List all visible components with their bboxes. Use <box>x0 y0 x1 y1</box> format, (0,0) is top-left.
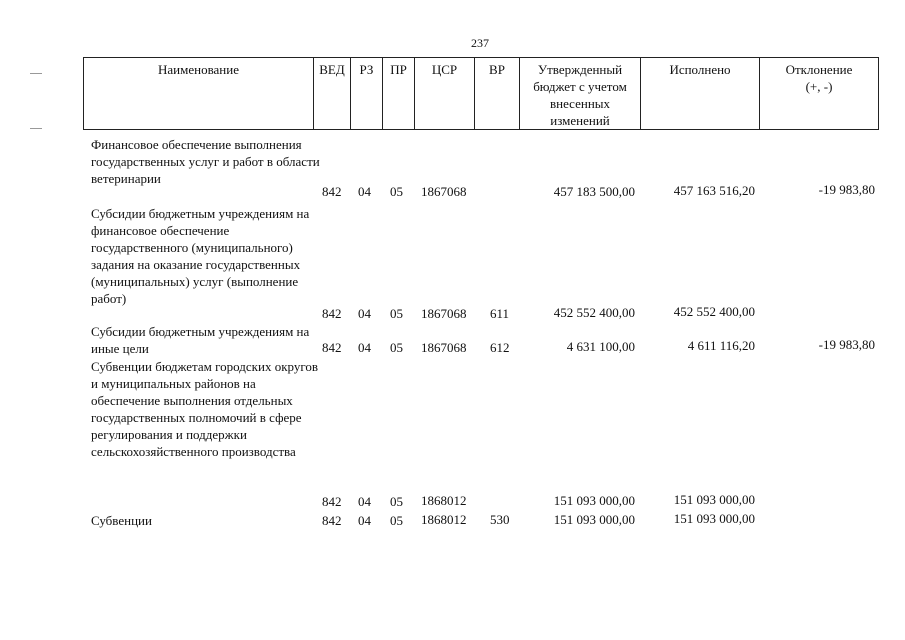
row-pr: 05 <box>390 513 403 528</box>
row-executed: 151 093 000,00 <box>673 511 755 526</box>
row-vr: 611 <box>490 306 510 321</box>
row-csr: 1868012 <box>421 512 467 527</box>
margin-mark <box>30 73 42 74</box>
header-csr: ЦСР <box>414 58 474 129</box>
row-pr: 05 <box>390 494 403 509</box>
table-row <box>0 512 905 532</box>
row-deviation: -19 983,80 <box>818 182 875 197</box>
row-name: Субвенции <box>91 513 152 528</box>
header-approved: Утвержденный бюджет с учетом внесенных изменений <box>519 58 640 129</box>
header-executed: Исполнено <box>640 58 759 129</box>
row-name: Субсидии бюджетным учреждениям на финансовое обеспечение государственного (муниципального) задания на оказание государственных (муниципальных) услуг (выполнение работ) <box>91 206 310 306</box>
row-ved: 842 <box>322 306 342 321</box>
row-deviation: -19 983,80 <box>818 337 875 352</box>
row-ved: 842 <box>322 494 342 509</box>
table-header <box>83 57 879 130</box>
row-approved: 151 093 000,00 <box>553 493 635 508</box>
row-executed: 4 611 116,20 <box>687 338 755 353</box>
row-csr: 1867068 <box>421 340 467 355</box>
header-name: Наименование <box>158 62 239 77</box>
row-approved: 151 093 000,00 <box>553 512 635 527</box>
header-vr: ВР <box>474 58 519 129</box>
row-executed: 457 163 516,20 <box>673 183 755 198</box>
row-rz: 04 <box>358 513 371 528</box>
row-csr: 1868012 <box>421 493 467 508</box>
row-executed: 452 552 400,00 <box>673 304 755 319</box>
row-approved: 4 631 100,00 <box>566 339 635 354</box>
header-pr: ПР <box>382 58 414 129</box>
table-row <box>0 205 905 324</box>
header-ved: ВЕД <box>313 58 350 129</box>
page-number: 237 <box>471 36 489 50</box>
row-csr: 1867068 <box>421 306 467 321</box>
row-pr: 05 <box>390 306 403 321</box>
row-approved: 452 552 400,00 <box>553 305 635 320</box>
table-row <box>0 323 905 357</box>
row-vr: 530 <box>490 512 510 527</box>
row-executed: 151 093 000,00 <box>673 492 755 507</box>
row-rz: 04 <box>358 184 371 199</box>
row-pr: 05 <box>390 184 403 199</box>
row-pr: 05 <box>390 340 403 355</box>
row-name: Финансовое обеспечение выполнения государственных услуг и работ в области ветеринарии <box>91 137 320 186</box>
row-name: Субвенции бюджетам городских округов и муниципальных районов на обеспечение выполнения отдельных государственных полномочий в сфере регулирования и поддержки сельскохозяйственного производства <box>91 359 318 459</box>
row-ved: 842 <box>322 184 342 199</box>
header-rz: РЗ <box>350 58 382 129</box>
table-row <box>0 136 905 204</box>
row-approved: 457 183 500,00 <box>553 184 635 199</box>
row-rz: 04 <box>358 340 371 355</box>
row-rz: 04 <box>358 306 371 321</box>
table-row <box>0 358 905 511</box>
row-ved: 842 <box>322 513 342 528</box>
row-name: Субсидии бюджетным учреждениям на иные цели <box>91 324 310 356</box>
margin-mark <box>30 128 42 129</box>
header-deviation: Отклонение (+, -) <box>759 58 878 129</box>
row-csr: 1867068 <box>421 184 467 199</box>
row-vr: 612 <box>490 340 510 355</box>
row-rz: 04 <box>358 494 371 509</box>
row-ved: 842 <box>322 340 342 355</box>
